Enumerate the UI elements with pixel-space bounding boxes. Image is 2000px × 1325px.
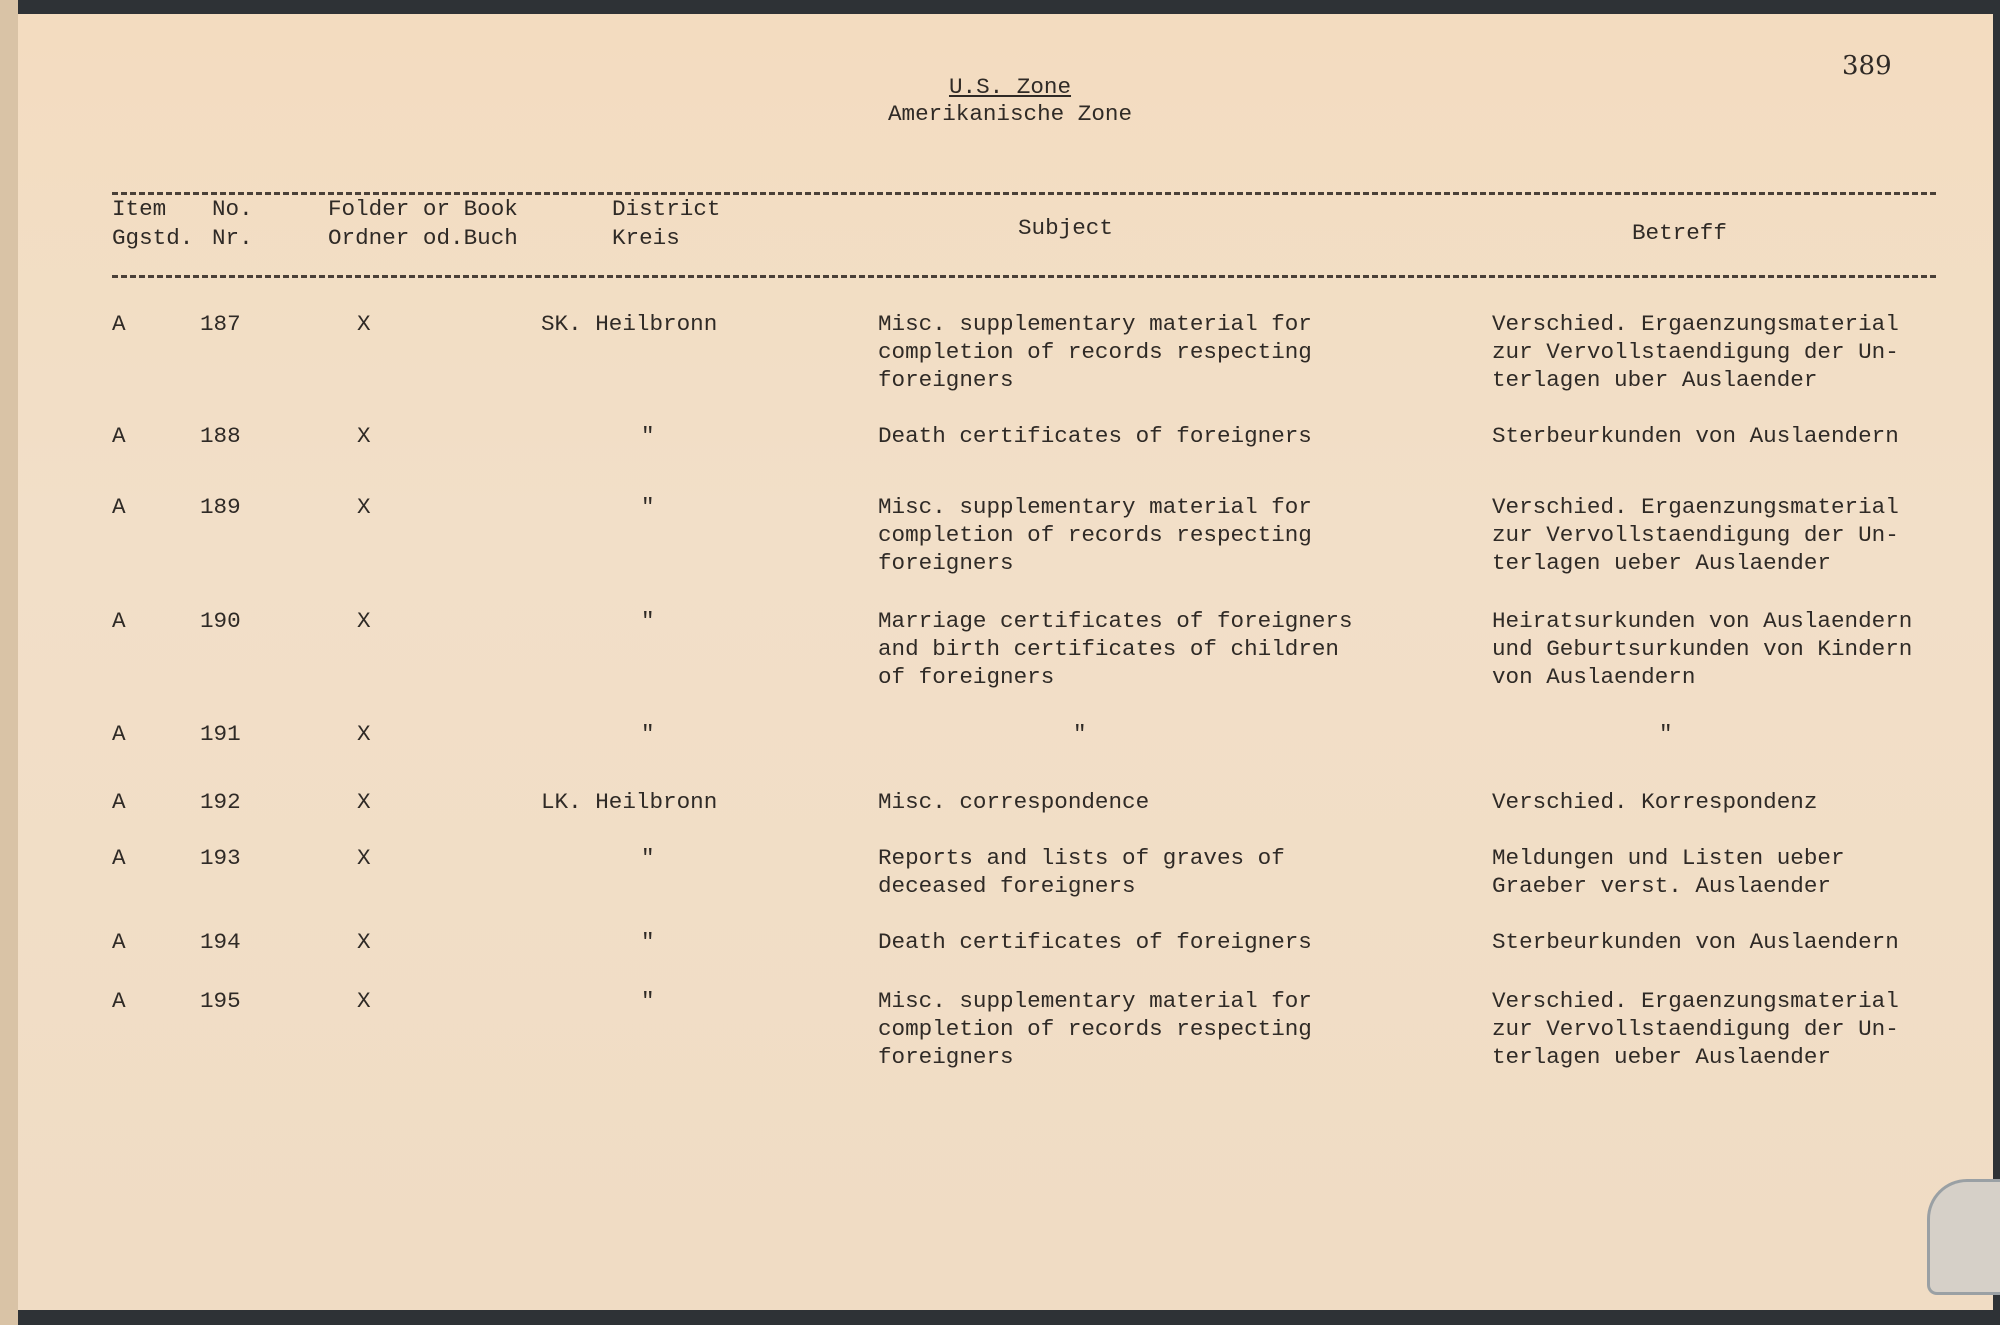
cell-betreff: Sterbeurkunden von Auslaendern bbox=[1492, 929, 1899, 955]
cell-district: " bbox=[641, 845, 655, 871]
cell-subject: Misc. correspondence bbox=[878, 789, 1150, 815]
cell-subject: Misc. supplementary material for completion of records respecting foreigners bbox=[878, 494, 1312, 576]
cell-betreff: Heiratsurkunden von Auslaendern und Geburtsurkunden von Kindern von Auslaendern bbox=[1492, 608, 1913, 690]
cell-folder: X bbox=[357, 988, 371, 1014]
col-folder-de: Ordner od.Buch bbox=[328, 225, 518, 251]
cell-no: 188 bbox=[200, 423, 241, 449]
cell-item: A bbox=[112, 311, 126, 337]
col-district-de: Kreis bbox=[612, 225, 680, 251]
col-item-de: Ggstd. bbox=[112, 225, 194, 251]
cell-subject: Misc. supplementary material for completion of records respecting foreigners bbox=[878, 988, 1312, 1070]
cell-folder: X bbox=[357, 494, 371, 520]
cell-district: " bbox=[641, 988, 655, 1014]
page-subtitle: Amerikanische Zone bbox=[887, 101, 1133, 127]
cell-betreff: Verschied. Ergaenzungsmaterial zur Vervollstaendigung der Un- terlagen ueber Auslaender bbox=[1492, 494, 1899, 576]
cell-betreff: Meldungen und Listen ueber Graeber verst. Auslaender bbox=[1492, 845, 1845, 899]
cell-folder: X bbox=[357, 721, 371, 747]
cell-no: 194 bbox=[200, 929, 241, 955]
cell-district: LK. Heilbronn bbox=[541, 789, 718, 815]
cell-district: " bbox=[641, 494, 655, 520]
page-number: 389 bbox=[1842, 51, 1892, 81]
cell-no: 189 bbox=[200, 494, 241, 520]
cell-betreff: " bbox=[1659, 721, 1673, 747]
cell-subject: Death certificates of foreigners bbox=[878, 929, 1312, 955]
book-binding-edge bbox=[0, 0, 18, 1325]
cell-no: 191 bbox=[200, 721, 241, 747]
cell-no: 192 bbox=[200, 789, 241, 815]
col-no-en: No. bbox=[212, 196, 253, 222]
cell-no: 193 bbox=[200, 845, 241, 871]
cell-no: 187 bbox=[200, 311, 241, 337]
page-title: U.S. Zone bbox=[948, 74, 1072, 100]
page-clip bbox=[1927, 1179, 2000, 1295]
cell-folder: X bbox=[357, 789, 371, 815]
col-no-de: Nr. bbox=[212, 225, 253, 251]
cell-district: " bbox=[641, 608, 655, 634]
cell-item: A bbox=[112, 721, 126, 747]
cell-district: " bbox=[641, 423, 655, 449]
cell-no: 190 bbox=[200, 608, 241, 634]
col-subject: Subject bbox=[1018, 215, 1113, 241]
cell-subject: " bbox=[1073, 721, 1087, 747]
col-folder-en: Folder or Book bbox=[328, 196, 518, 222]
cell-district: SK. Heilbronn bbox=[541, 311, 718, 337]
cell-item: A bbox=[112, 608, 126, 634]
cell-folder: X bbox=[357, 845, 371, 871]
cell-item: A bbox=[112, 845, 126, 871]
cell-no: 195 bbox=[200, 988, 241, 1014]
cell-folder: X bbox=[357, 608, 371, 634]
cell-item: A bbox=[112, 423, 126, 449]
cell-subject: Reports and lists of graves of deceased foreigners bbox=[878, 845, 1285, 899]
cell-folder: X bbox=[357, 423, 371, 449]
cell-district: " bbox=[641, 929, 655, 955]
col-item-en: Item bbox=[112, 196, 167, 222]
cell-item: A bbox=[112, 494, 126, 520]
cell-item: A bbox=[112, 929, 126, 955]
cell-betreff: Verschied. Korrespondenz bbox=[1492, 789, 1818, 815]
col-district-en: District bbox=[612, 196, 721, 222]
cell-subject: Marriage certificates of foreigners and birth certificates of children of foreigners bbox=[878, 608, 1353, 690]
cell-folder: X bbox=[357, 929, 371, 955]
cell-district: " bbox=[641, 721, 655, 747]
cell-item: A bbox=[112, 988, 126, 1014]
cell-item: A bbox=[112, 789, 126, 815]
cell-subject: Death certificates of foreigners bbox=[878, 423, 1312, 449]
cell-folder: X bbox=[357, 311, 371, 337]
cell-betreff: Verschied. Ergaenzungsmaterial zur Vervollstaendigung der Un- terlagen ueber Auslaender bbox=[1492, 988, 1899, 1070]
header-rule-bottom bbox=[112, 275, 1936, 278]
col-betreff: Betreff bbox=[1632, 220, 1727, 246]
cell-betreff: Verschied. Ergaenzungsmaterial zur Vervollstaendigung der Un- terlagen uber Auslaender bbox=[1492, 311, 1899, 393]
cell-subject: Misc. supplementary material for completion of records respecting foreigners bbox=[878, 311, 1312, 393]
cell-betreff: Sterbeurkunden von Auslaendern bbox=[1492, 423, 1899, 449]
